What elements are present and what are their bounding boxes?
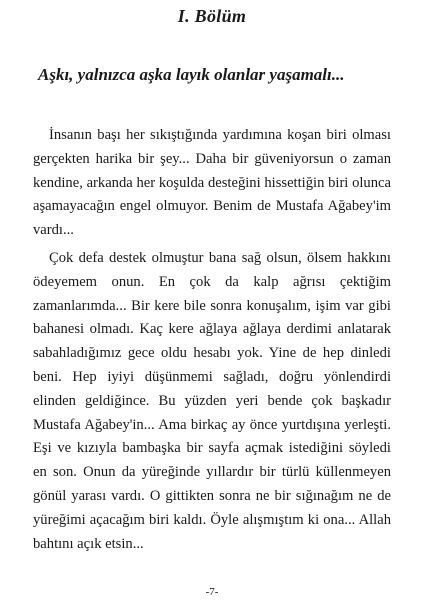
paragraph-2: Çok defa destek olmuştur bana sağ olsun, ölsem hakkını ödeyemem onun. En çok da kalp ağrısı çektiğim zamanlarımda... Bir kere bile sonra konuşalım, işim var gibi bahanesi olmadı. Kaç kere ağlaya ağlaya derdimi anlatarak sabahladığımız gece oldu hesabı yok. Yine de hep dinledi beni. Hep iyiyi düşünmemi sağladı, doğru yönlendirdi elinden geldiğince. Bu yüzden yeri bende çok başkadır Mustafa Ağabey'in... Ama birkaç ay önce yurtdışına yerleşti. Eşi ve kızıyla bambaşka bir sayfa açmak istediğini söyledi en son. Onun da yüreğinde yıllardır bir türlü küllenmeyen gönül yarası vardı. O gittikten sonra ne bir sığınağım ne de yüreğimi açacağım biri kaldı. Öyle alışmıştım ki ona... Allah bahtını açık etsin...: [33, 249, 391, 552]
paragraph-1: İnsanın başı her sıkıştığında yardımına koşan biri olması gerçekten harika bir şey... Daha bir güveniyorsun o zaman kendine, arkanda her koşulda desteğini hissettiğin biri olunca aşamayacağın engel olmuyor. Benim de Mustafa Ağabey'im vardı...: [33, 127, 391, 239]
chapter-title: I. Bölüm: [177, 6, 247, 26]
epigraph: Aşkı, yalnızca aşka layık olanlar yaşamalı...: [38, 65, 345, 84]
page-number: -7-: [205, 586, 219, 598]
body-text: [33, 124, 391, 556]
